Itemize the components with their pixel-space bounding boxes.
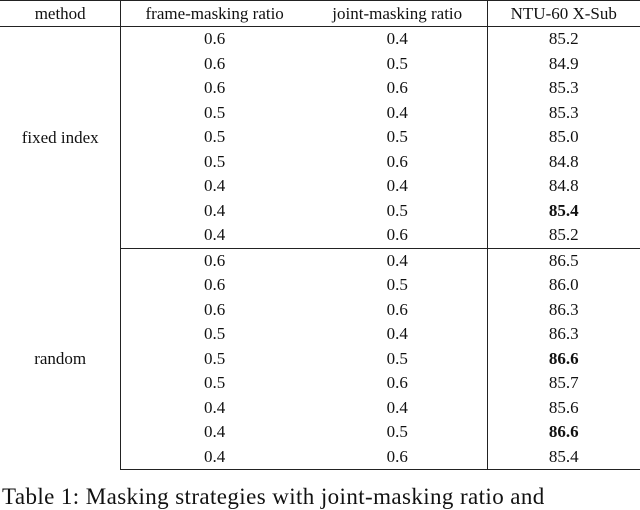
frame-ratio-cell: 0.5	[204, 151, 226, 171]
frame-ratio-cell: 0.5	[204, 102, 226, 122]
joint-ratio-cell: 0.4	[308, 27, 487, 52]
method-cell-fixed-index: fixed index	[0, 27, 121, 249]
table-caption: Table 1: Masking strategies with joint-masking ratio and	[2, 484, 545, 509]
header-row	[0, 1, 640, 27]
frame-ratio-cell: 0.4	[121, 223, 308, 248]
frame-ratio-cell: 0.4	[121, 445, 308, 470]
frame-ratio-cell: 0.4	[204, 397, 226, 417]
header-method: method	[0, 1, 121, 27]
ntu-score-cell: 86.3	[548, 324, 579, 344]
joint-ratio-cell: 0.6	[308, 445, 487, 470]
joint-ratio-cell: 0.5	[308, 347, 487, 372]
header-frame-masking-ratio: frame-masking ratio	[121, 1, 308, 27]
joint-ratio-cell: 0.6	[308, 371, 487, 396]
ntu-score-cell: 85.2	[548, 29, 579, 49]
joint-ratio-cell: 0.5	[308, 125, 487, 150]
ntu-score-cell-best: 85.4	[548, 200, 579, 220]
frame-ratio-cell: 0.6	[204, 275, 226, 295]
ntu-score-cell: 85.6	[548, 397, 579, 417]
frame-ratio-cell: 0.6	[204, 29, 226, 49]
ntu-score-cell: 84.8	[548, 151, 579, 171]
ntu-score-cell-best: 86.6	[548, 422, 579, 442]
ntu-score-cell: 84.9	[548, 53, 579, 73]
method-cell-random: random	[0, 248, 121, 470]
frame-ratio-cell: 0.6	[204, 250, 226, 270]
frame-ratio-cell: 0.6	[204, 78, 226, 98]
ntu-score-cell: 84.8	[548, 176, 579, 196]
frame-ratio-cell: 0.4	[204, 176, 226, 196]
frame-ratio-cell: 0.4	[204, 422, 226, 442]
joint-ratio-cell: 0.5	[308, 420, 487, 445]
joint-ratio-cell: 0.4	[308, 174, 487, 199]
fixed-index-group	[0, 27, 640, 249]
joint-ratio-cell: 0.5	[308, 199, 487, 224]
joint-ratio-cell: 0.6	[308, 76, 487, 101]
ntu-score-cell: 85.2	[487, 223, 640, 248]
ntu-score-cell: 86.0	[548, 275, 579, 295]
frame-ratio-cell: 0.4	[204, 200, 226, 220]
joint-ratio-cell: 0.6	[308, 223, 487, 248]
ntu-score-cell: 85.3	[548, 102, 579, 122]
joint-ratio-cell: 0.6	[308, 298, 487, 323]
ntu-score-cell: 85.7	[548, 373, 579, 393]
table-row	[0, 248, 640, 273]
joint-ratio-cell: 0.4	[308, 248, 487, 273]
ntu-score-cell: 86.3	[548, 299, 579, 319]
joint-ratio-cell: 0.4	[308, 101, 487, 126]
frame-ratio-cell: 0.5	[204, 348, 226, 368]
joint-ratio-cell: 0.4	[308, 322, 487, 347]
frame-ratio-cell: 0.5	[204, 324, 226, 344]
random-group	[0, 248, 640, 470]
ntu-score-cell: 85.4	[487, 445, 640, 470]
joint-ratio-cell: 0.4	[308, 396, 487, 421]
table-row	[0, 27, 640, 52]
joint-ratio-cell: 0.5	[308, 52, 487, 77]
joint-ratio-cell: 0.6	[308, 150, 487, 175]
ntu-score-cell: 85.0	[548, 127, 579, 147]
frame-ratio-cell: 0.5	[204, 373, 226, 393]
header-ntu60-xsub: NTU-60 X-Sub	[487, 1, 640, 27]
ntu-score-cell: 86.5	[548, 250, 579, 270]
ntu-score-cell-best: 86.6	[548, 348, 579, 368]
header-joint-masking-ratio: joint-masking ratio	[308, 1, 487, 27]
frame-ratio-cell: 0.5	[204, 127, 226, 147]
joint-ratio-cell: 0.5	[308, 273, 487, 298]
ntu-score-cell: 85.3	[548, 78, 579, 98]
frame-ratio-cell: 0.6	[204, 299, 226, 319]
frame-ratio-cell: 0.6	[204, 53, 226, 73]
